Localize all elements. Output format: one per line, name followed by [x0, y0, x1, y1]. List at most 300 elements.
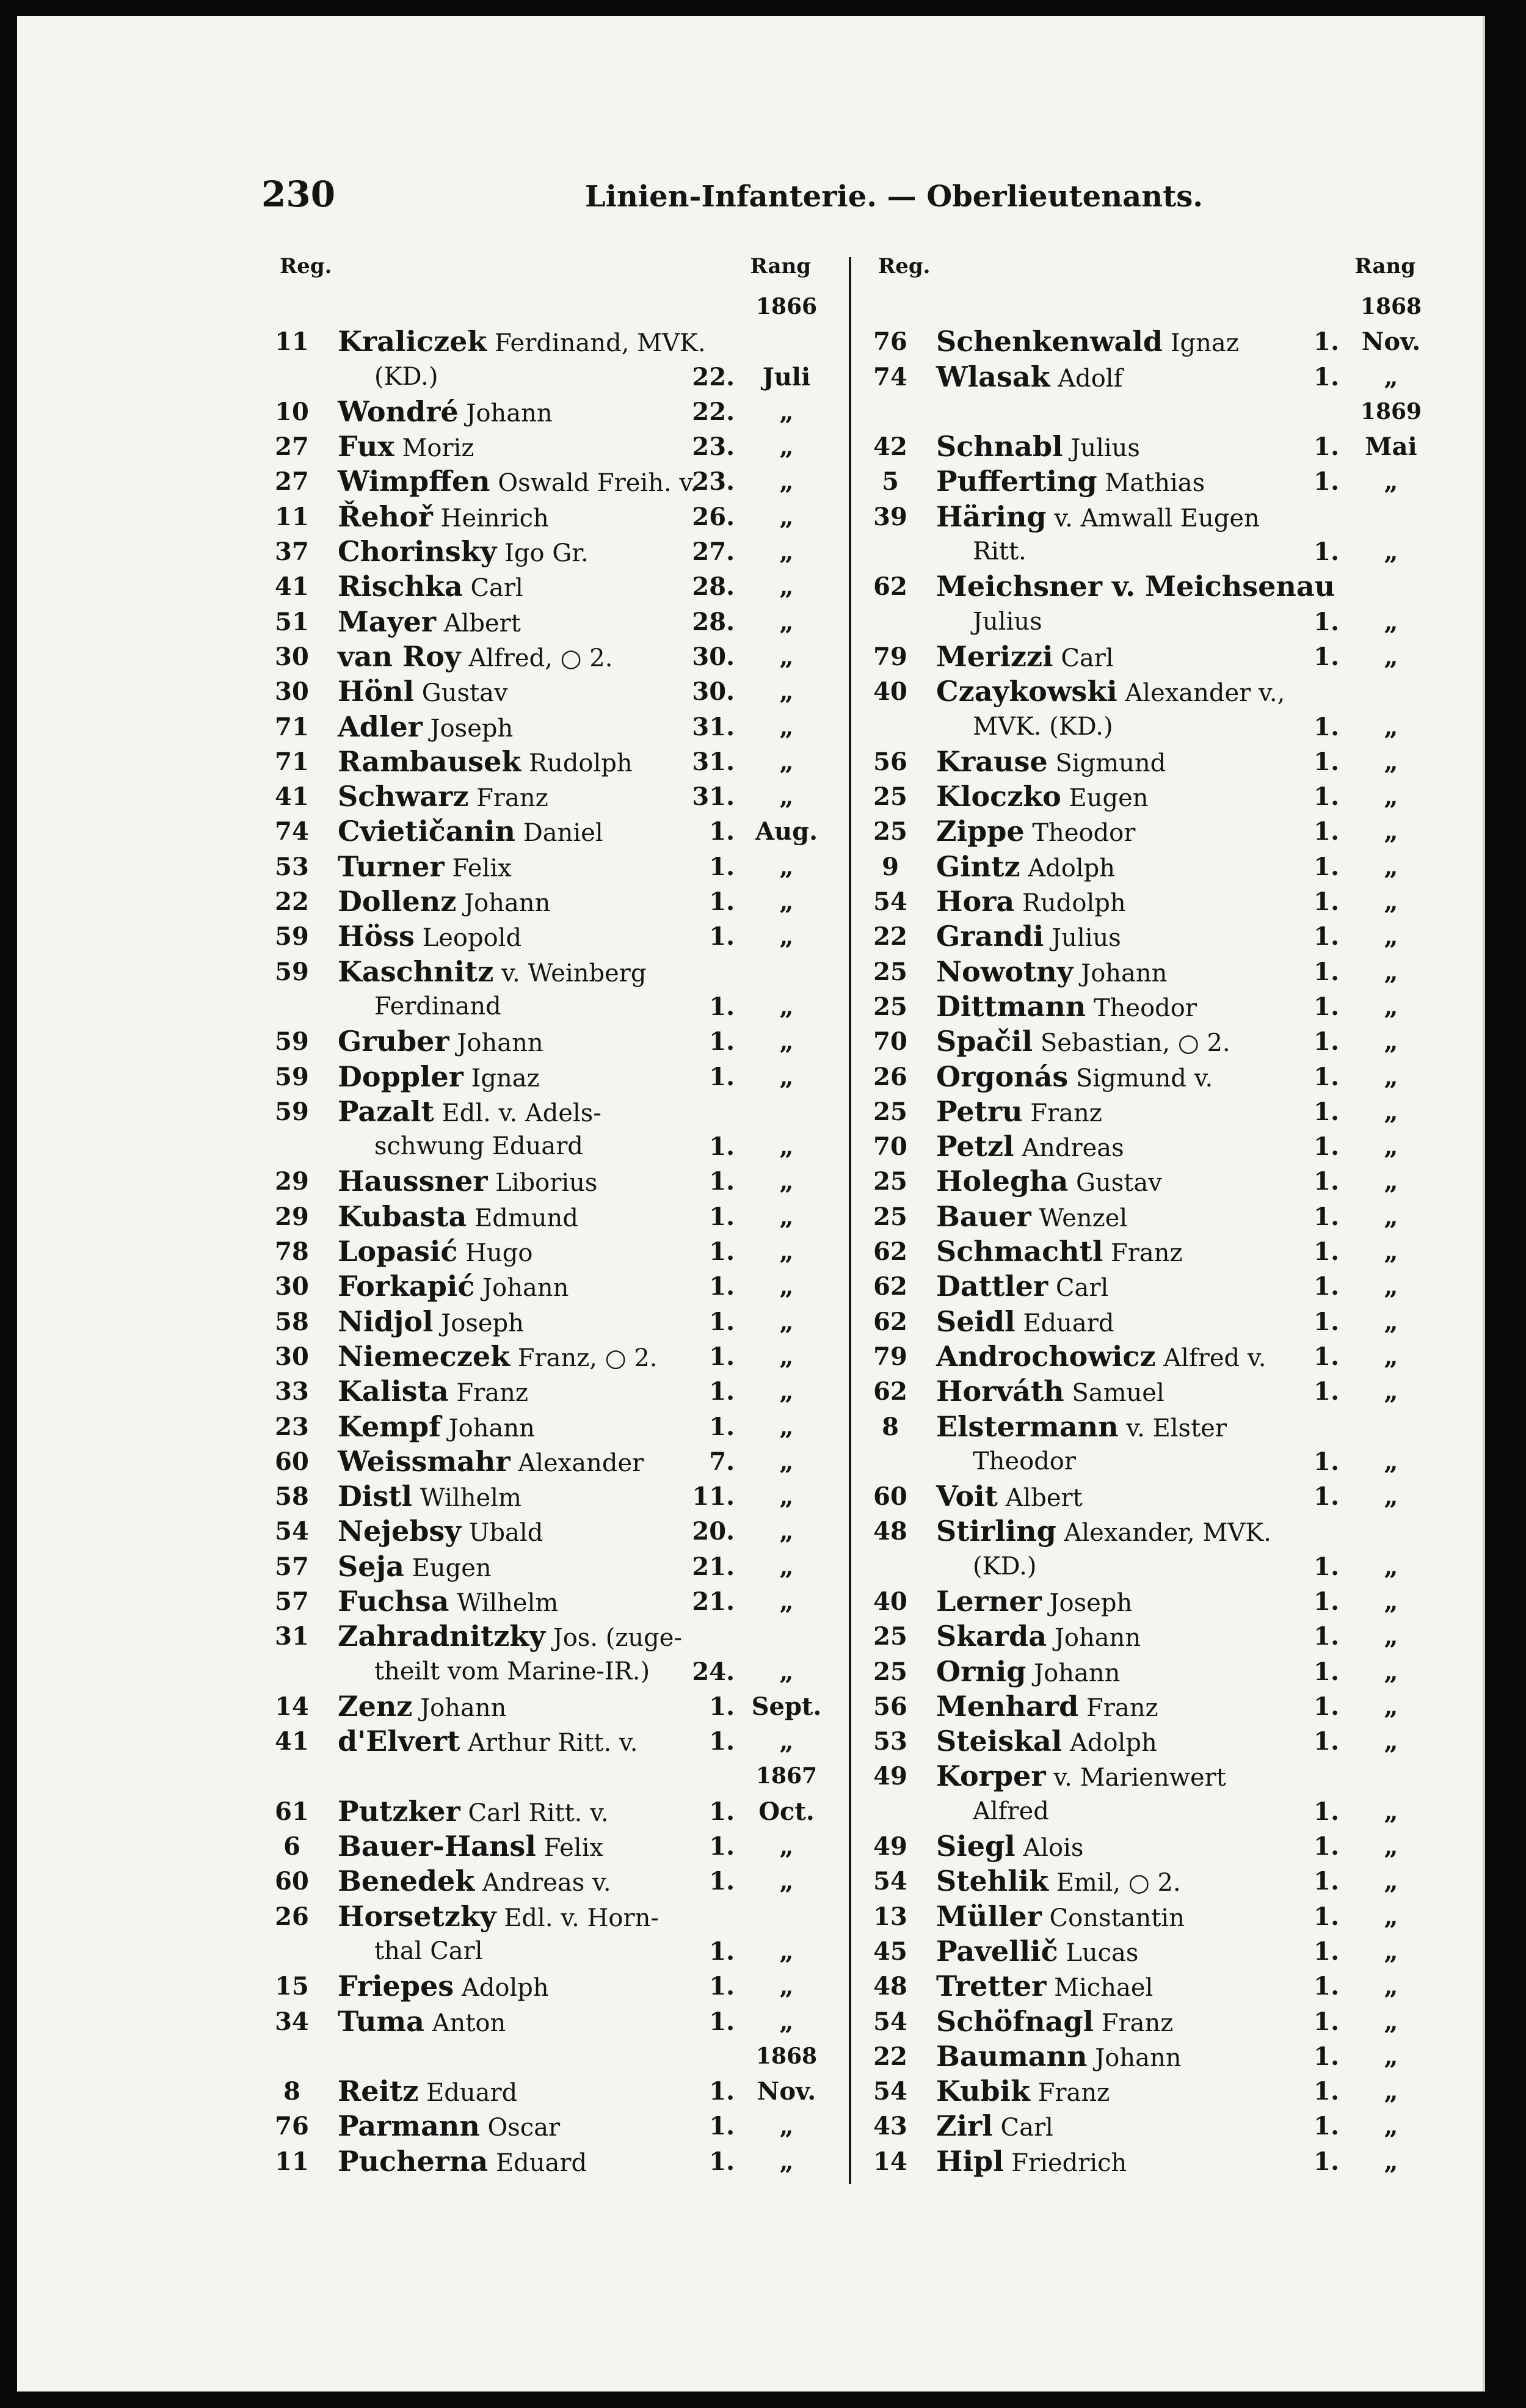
rank-day: 24. — [692, 1657, 735, 1686]
entry-row — [860, 814, 1446, 849]
rank-month: „ — [779, 1272, 794, 1301]
rank-day: 1. — [1313, 817, 1339, 846]
rank-day: 21. — [692, 1587, 735, 1616]
year-row — [261, 289, 841, 324]
rank-month: „ — [779, 1237, 794, 1267]
given-name: Albert — [443, 609, 521, 638]
rank-month: „ — [779, 782, 794, 812]
surname: Schnabl — [936, 430, 1063, 464]
given-name: Rudolph — [528, 749, 633, 777]
entry-row — [860, 569, 1446, 604]
given-name: Eduard — [495, 2148, 587, 2177]
rank-day: 1. — [709, 1237, 735, 1267]
rank-month: „ — [1384, 1797, 1398, 1826]
rang-header: Rang — [750, 254, 811, 278]
given-name: Franz — [1101, 2009, 1174, 2037]
rank-month: Sept. — [751, 1692, 822, 1721]
given-name: Carl — [470, 574, 523, 603]
regiment-number: 48 — [873, 1517, 907, 1546]
surname: Turner — [338, 849, 445, 883]
given-name: Friedrich — [1011, 2148, 1127, 2177]
rank-month: „ — [1384, 887, 1398, 917]
entry-continuation — [860, 710, 1446, 744]
regiment-number: 22 — [873, 922, 907, 951]
rank-day: 1. — [709, 992, 735, 1021]
rank-day: 1. — [709, 1342, 735, 1371]
regiment-number: 62 — [873, 1307, 907, 1336]
rank-month: „ — [1384, 1552, 1398, 1581]
regiment-number: 22 — [275, 887, 309, 917]
officer-name — [936, 2039, 1181, 2076]
rank-day: 1. — [1313, 1692, 1339, 1721]
entry-row — [860, 2074, 1446, 2109]
rank-month: Nov. — [757, 2077, 816, 2106]
rank-day: 1. — [1313, 327, 1339, 357]
surname: Krause — [936, 744, 1048, 778]
regiment-number: 25 — [873, 1202, 907, 1231]
officer-name — [936, 989, 1197, 1026]
entry-continuation — [860, 1444, 1446, 1479]
officer-name — [936, 1969, 1153, 2006]
given-name: Franz — [456, 1379, 528, 1408]
entry-row — [860, 2144, 1446, 2179]
officer-name — [338, 744, 633, 781]
rank-day: 30. — [692, 642, 735, 671]
entry-row — [261, 1339, 841, 1374]
regiment-number: 49 — [873, 1832, 907, 1861]
officer-name — [338, 1549, 492, 1586]
entry-row — [261, 1060, 841, 1094]
rank-day: 1. — [1313, 1062, 1339, 1091]
rank-month: „ — [1384, 782, 1398, 812]
rank-day: 1. — [709, 2147, 735, 2176]
given-name: Hugo — [465, 1239, 533, 1268]
officer-name — [338, 605, 521, 641]
officer-name — [936, 1094, 1102, 1131]
entry-row — [860, 1969, 1446, 2004]
officer-name — [936, 744, 1166, 781]
surname: Schmachtl — [936, 1235, 1103, 1268]
rank-day: 1. — [1313, 1797, 1339, 1826]
entry-row — [860, 849, 1446, 884]
rank-day: 1. — [1313, 1902, 1339, 1931]
entry-row — [261, 1899, 841, 1934]
officer-name — [338, 919, 521, 956]
officer-name — [936, 2004, 1173, 2041]
surname: Reitz — [338, 2075, 419, 2108]
given-name: Wilhelm — [420, 1484, 521, 1513]
surname: Schwarz — [338, 780, 469, 813]
name-continuation: theilt vom Marine-IR.) — [374, 1657, 650, 1686]
surname: Baumann — [936, 2039, 1088, 2073]
right-column — [860, 254, 1446, 2179]
officer-name — [338, 1829, 603, 1866]
regiment-number: 53 — [275, 852, 309, 881]
rank-month: „ — [779, 467, 794, 497]
officer-name — [936, 919, 1121, 956]
regiment-number: 26 — [275, 1902, 309, 1931]
rank-month: „ — [779, 2147, 794, 2176]
entry-row — [261, 1969, 841, 2004]
entry-row — [261, 569, 841, 604]
rank-month: „ — [1384, 362, 1398, 391]
given-name: v. Elster — [1126, 1414, 1227, 1442]
officer-name — [338, 429, 474, 466]
surname: Bauer — [936, 1199, 1031, 1233]
given-name: Johann — [448, 1414, 535, 1442]
rank-month: „ — [779, 1832, 794, 1861]
officer-name — [936, 1654, 1120, 1691]
surname: Kalista — [338, 1375, 449, 1408]
officer-name — [338, 1024, 543, 1061]
rank-day: 1. — [709, 1972, 735, 2001]
regiment-number: 60 — [873, 1482, 907, 1511]
given-name: Felix — [543, 1834, 603, 1863]
rank-day: 1. — [1313, 537, 1339, 567]
surname: Kloczko — [936, 780, 1061, 813]
left-entry-list — [261, 289, 841, 2179]
given-name: Anton — [432, 2009, 506, 2037]
rank-day: 1. — [709, 817, 735, 846]
surname: Hora — [936, 885, 1015, 918]
regiment-number: 30 — [275, 1272, 309, 1301]
year-row — [261, 1759, 841, 1794]
officer-name — [338, 395, 553, 431]
rank-day: 1. — [1313, 957, 1339, 986]
entry-row — [860, 1129, 1446, 1164]
rank-month: „ — [1384, 2042, 1398, 2071]
rank-month: „ — [1384, 1167, 1398, 1196]
regiment-number: 6 — [283, 1832, 300, 1861]
entry-row — [860, 2109, 1446, 2144]
entry-row — [261, 1829, 841, 1864]
officer-name — [936, 1024, 1230, 1061]
rank-month: Juli — [762, 362, 811, 391]
given-name: Johann — [464, 889, 551, 918]
given-name: Felix — [452, 854, 512, 882]
regiment-number: 30 — [275, 677, 309, 707]
given-name: Arthur Ritt. v. — [467, 1729, 638, 1758]
rank-month: „ — [1384, 1692, 1398, 1721]
entry-row — [261, 849, 841, 884]
given-name: Eduard — [426, 2079, 518, 2108]
entry-row — [261, 1689, 841, 1724]
rank-month: „ — [1384, 922, 1398, 951]
regiment-number: 25 — [873, 782, 907, 812]
surname: d'Elvert — [338, 1725, 460, 1758]
rank-day: 1. — [709, 1377, 735, 1406]
regiment-number: 51 — [275, 607, 309, 636]
entry-row — [261, 710, 841, 744]
regiment-number: 41 — [275, 572, 309, 602]
rank-day: 1. — [1313, 1447, 1339, 1476]
entry-row — [860, 884, 1446, 919]
rank-month: „ — [1384, 642, 1398, 671]
surname: Dittmann — [936, 989, 1086, 1023]
entry-continuation — [261, 1129, 841, 1164]
rank-month: „ — [1384, 992, 1398, 1021]
surname: Schöfnagl — [936, 2004, 1094, 2038]
surname: Czaykowski — [936, 675, 1117, 708]
officer-name — [338, 674, 508, 711]
given-name: Adolph — [1069, 1729, 1157, 1758]
given-name: Franz — [1086, 1693, 1158, 1722]
regiment-number: 31 — [275, 1622, 309, 1651]
regiment-number: 40 — [873, 677, 907, 707]
officer-name — [936, 1060, 1213, 1096]
rank-month: „ — [1384, 1727, 1398, 1756]
rank-day: 1. — [1313, 2112, 1339, 2141]
officer-name — [936, 884, 1126, 921]
year-row — [860, 289, 1446, 324]
officer-name — [338, 849, 512, 886]
page-header — [17, 173, 1483, 222]
rank-day: 1. — [1313, 2042, 1339, 2071]
regiment-number: 62 — [873, 1237, 907, 1267]
entry-row — [860, 744, 1446, 779]
regiment-number: 74 — [873, 362, 907, 391]
entry-row — [261, 1199, 841, 1234]
rank-day: 26. — [692, 502, 735, 531]
given-name: Ignaz — [471, 1064, 540, 1093]
rank-day: 1. — [709, 1832, 735, 1861]
rank-day: 1. — [1313, 432, 1339, 462]
given-name: v. Weinberg — [501, 959, 647, 988]
rank-day: 1. — [709, 1167, 735, 1196]
surname: Seidl — [936, 1304, 1016, 1338]
name-continuation: MVK. (KD.) — [973, 712, 1113, 741]
surname: Kempf — [338, 1410, 441, 1443]
given-name: v. Marienwert — [1053, 1764, 1226, 1792]
officer-name — [338, 1094, 601, 1131]
officer-name — [936, 814, 1135, 851]
entry-row — [860, 1829, 1446, 1864]
entry-row — [860, 1374, 1446, 1409]
regiment-number: 11 — [275, 327, 309, 357]
surname: Spačil — [936, 1025, 1033, 1058]
entry-row — [261, 2109, 841, 2144]
surname: Steiskal — [936, 1725, 1063, 1758]
rank-month: „ — [1384, 1587, 1398, 1616]
surname: Skarda — [936, 1620, 1047, 1653]
given-name: Theodor — [1093, 994, 1197, 1022]
rank-month: „ — [1384, 1972, 1398, 2001]
officer-name — [936, 1759, 1226, 1795]
entry-row — [261, 1584, 841, 1619]
officer-name — [338, 1794, 609, 1831]
regiment-number: 25 — [873, 817, 907, 846]
rank-month: „ — [1384, 607, 1398, 636]
officer-name — [936, 1724, 1157, 1761]
rank-month: „ — [1384, 957, 1398, 986]
rank-day: 1. — [709, 1727, 735, 1756]
rank-day: 22. — [692, 397, 735, 426]
regiment-number: 70 — [873, 1132, 907, 1162]
regiment-number: 33 — [275, 1377, 309, 1406]
rank-month: „ — [1384, 2112, 1398, 2141]
entry-row — [860, 2039, 1446, 2074]
rank-day: 1. — [1313, 1342, 1339, 1371]
regiment-number: 49 — [873, 1762, 907, 1791]
given-name: Franz, ○ 2. — [517, 1344, 658, 1372]
regiment-number: 59 — [275, 1062, 309, 1091]
entry-row — [261, 500, 841, 534]
officer-name — [936, 1199, 1127, 1236]
officer-name — [936, 569, 1335, 606]
surname: Gruber — [338, 1025, 449, 1058]
entry-row — [261, 1269, 841, 1304]
officer-name — [338, 569, 523, 606]
regiment-number: 29 — [275, 1167, 309, 1196]
given-name: Edl. v. Horn- — [504, 1904, 659, 1932]
rank-year: 1867 — [755, 1763, 818, 1789]
rank-month: „ — [779, 992, 794, 1021]
entry-row — [860, 1899, 1446, 1934]
rank-month: „ — [1384, 1062, 1398, 1091]
officer-name — [936, 1479, 1083, 1516]
given-name: Mathias — [1105, 469, 1205, 498]
entry-row — [860, 1269, 1446, 1304]
surname: Lerner — [936, 1584, 1042, 1618]
regiment-number: 70 — [873, 1027, 907, 1057]
rank-day: 1. — [709, 2077, 735, 2106]
officer-name — [338, 500, 549, 536]
given-name: Andreas — [1022, 1134, 1124, 1163]
rank-day: 1. — [1313, 712, 1339, 741]
entry-row — [860, 324, 1446, 359]
given-name: Alexander — [518, 1449, 644, 1477]
officer-name — [338, 1619, 682, 1656]
officer-name — [936, 1339, 1266, 1376]
regiment-number: 40 — [873, 1587, 907, 1616]
surname: Nidjol — [338, 1304, 434, 1338]
right-column-header — [860, 254, 1446, 289]
surname: Kaschnitz — [338, 955, 494, 988]
given-name: Wenzel — [1039, 1204, 1128, 1232]
entry-row — [860, 674, 1446, 709]
entry-row — [261, 1444, 841, 1479]
entry-row — [261, 1374, 841, 1409]
rank-month: „ — [779, 1482, 794, 1511]
surname: Wondré — [338, 395, 459, 428]
entry-row — [261, 1549, 841, 1584]
surname: Merizzi — [936, 639, 1053, 673]
regiment-number: 57 — [275, 1587, 309, 1616]
regiment-number: 14 — [275, 1692, 309, 1721]
officer-name — [338, 1199, 578, 1236]
surname: Seja — [338, 1549, 404, 1583]
year-row — [261, 2039, 841, 2074]
entry-row — [860, 1514, 1446, 1549]
given-name: Alfred, ○ 2. — [468, 644, 613, 672]
entry-row — [261, 744, 841, 779]
name-continuation: Julius — [973, 607, 1042, 636]
entry-row — [860, 1689, 1446, 1724]
surname: Haussner — [338, 1165, 488, 1198]
surname: Voit — [936, 1480, 998, 1513]
rank-month: „ — [779, 397, 794, 426]
regiment-number: 11 — [275, 2147, 309, 2176]
surname: Rambausek — [338, 744, 521, 778]
officer-name — [338, 955, 647, 991]
rank-month: „ — [1384, 1027, 1398, 1057]
given-name: Johann — [466, 399, 553, 427]
name-continuation: (KD.) — [973, 1552, 1037, 1580]
given-name: Heinrich — [440, 504, 549, 533]
name-continuation: Ferdinand — [374, 992, 501, 1020]
rank-month: Oct. — [758, 1797, 815, 1826]
given-name: Franz — [1111, 1239, 1183, 1268]
officer-name — [338, 779, 548, 816]
rank-month: „ — [779, 1587, 794, 1616]
rank-month: „ — [779, 1517, 794, 1546]
given-name: Johann — [482, 1274, 569, 1303]
entry-continuation — [261, 360, 841, 395]
rank-day: 23. — [692, 467, 735, 497]
rank-day: 1. — [1313, 1097, 1339, 1126]
given-name: Julius — [1052, 924, 1121, 953]
rank-day: 21. — [692, 1552, 735, 1581]
regiment-number: 62 — [873, 1377, 907, 1406]
given-name: Franz — [1037, 2079, 1110, 2108]
regiment-number: 54 — [275, 1517, 309, 1546]
surname: Androchowicz — [936, 1339, 1156, 1373]
surname: Elstermann — [936, 1410, 1119, 1443]
entry-row — [860, 1619, 1446, 1654]
rank-day: 1. — [1313, 852, 1339, 881]
rank-month: „ — [1384, 1272, 1398, 1301]
entry-row — [860, 989, 1446, 1024]
regiment-number: 54 — [873, 2077, 907, 2106]
regiment-number: 29 — [275, 1202, 309, 1231]
given-name: Alfred v. — [1163, 1344, 1266, 1372]
surname: Kubik — [936, 2075, 1030, 2108]
right-entry-list — [860, 289, 1446, 2179]
rank-month: „ — [779, 1657, 794, 1686]
rank-month: „ — [1384, 1097, 1398, 1126]
given-name: Franz — [1030, 1099, 1102, 1127]
rank-month: „ — [779, 537, 794, 567]
rank-month: Aug. — [755, 817, 818, 846]
regiment-number: 54 — [873, 887, 907, 917]
rank-day: 7. — [709, 1447, 735, 1476]
name-continuation: Ritt. — [973, 537, 1026, 566]
rank-month: „ — [779, 1062, 794, 1091]
officer-name — [936, 639, 1114, 676]
given-name: Wilhelm — [457, 1588, 559, 1617]
rank-day: 1. — [1313, 1867, 1339, 1896]
given-name: Johann — [1034, 1659, 1121, 1687]
regiment-number: 25 — [873, 957, 907, 986]
surname: Grandi — [936, 920, 1044, 953]
entry-row — [860, 1060, 1446, 1094]
rank-month: „ — [779, 1727, 794, 1756]
regiment-number: 61 — [275, 1797, 309, 1826]
surname: Hönl — [338, 675, 415, 708]
officer-name — [338, 710, 513, 746]
officer-name — [936, 1619, 1141, 1656]
surname: Pavellič — [936, 1934, 1058, 1968]
reg-header: Reg. — [280, 254, 332, 278]
regiment-number: 25 — [873, 1657, 907, 1686]
given-name: Daniel — [523, 819, 603, 848]
regiment-number: 8 — [283, 2077, 300, 2106]
rank-month: „ — [1384, 2007, 1398, 2036]
officer-name — [338, 1410, 535, 1446]
surname: Dattler — [936, 1270, 1048, 1303]
rank-month: „ — [779, 607, 794, 636]
entry-continuation — [860, 605, 1446, 639]
